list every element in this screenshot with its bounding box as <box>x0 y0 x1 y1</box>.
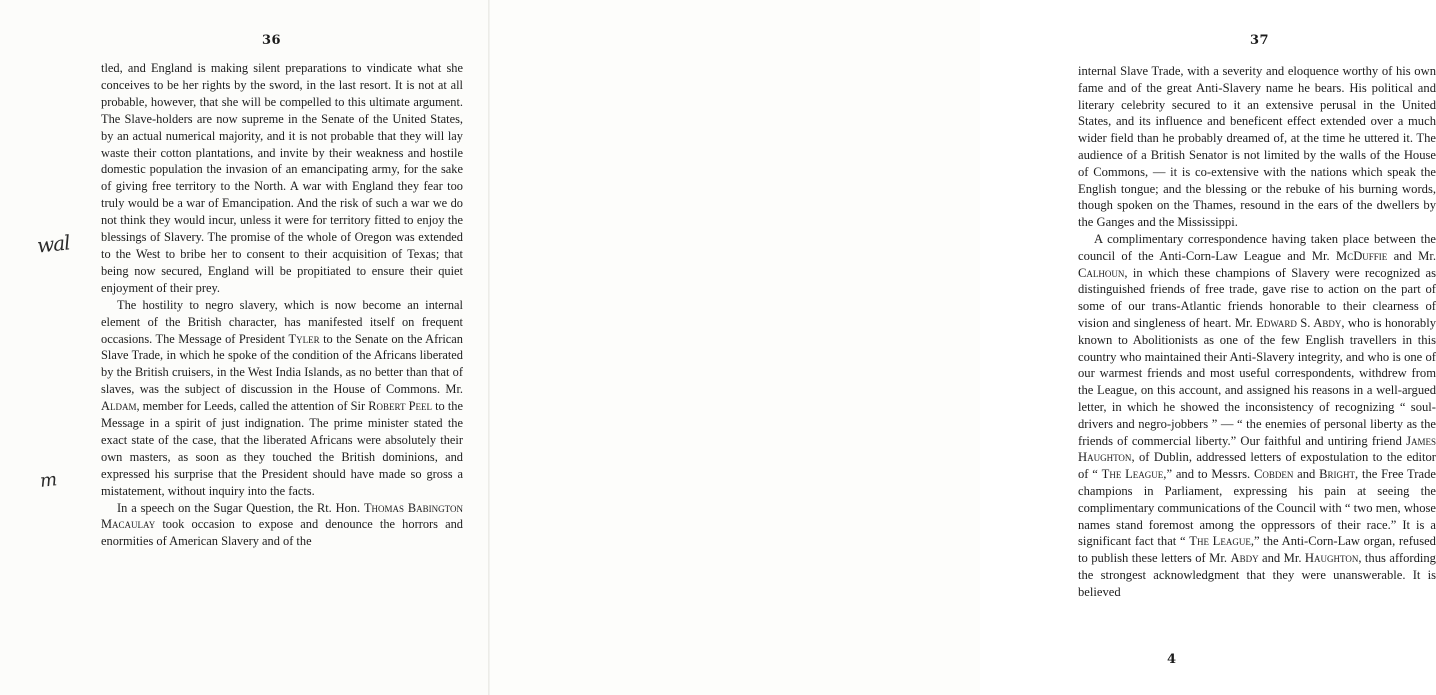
name-calhoun: Calhoun <box>1078 265 1125 280</box>
name-bright: Bright <box>1319 467 1356 482</box>
title-the-league: The League <box>1189 534 1251 549</box>
margin-annotation-m: m <box>38 469 59 492</box>
paragraph-internal-slave-trade: internal Slave Trade, with a severity and eloquence worthy of his own fame and of the great Anti-Slavery name he bears. His political and literary celebrity secured to it an extensive perusal in the United States, and its influence and beneficent effect extended over a much wider field than he probably dreamed of, at the time he uttered it. The audience of a British Senator is not limited by the walls of the House of Commons, — it is co-extensive with the nations which speak the English tongue; and the blessing or the rebuke of his burning words, though spoken on the Thames, resound in the ears of the dwellers by the Ganges and the Mississippi. <box>1078 64 1436 230</box>
signature-mark: 4 <box>1167 652 1177 667</box>
paragraph-hostility-to-slavery: The hostility to negro slavery, which is now become an internal element of the British character, has manifested itself on frequent occasions. The Message of President Tyler to the Senate on the African Slave Trade, in which he spoke of the condition of the Africans liberated by the British cruisers, in the West India Islands, as no better than that of slaves, was the subject of discussion in the House of Commons. Mr. Aldam, member for Leeds, called the attention of Sir Robert Peel to the Message in a spirit of just indignation. The prime minister stated the exact state of the case, that the liberated Africans were absolutely their own masters, as soon as they touched the British dominions, and expressed his surprise that the President should have made so gross a mistatement, without inquiry into the facts. <box>101 297 463 498</box>
name-macaulay: Thomas Babington Macaulay <box>101 500 463 532</box>
struck-word: internal <box>425 297 463 312</box>
right-page-number: 37 <box>1250 33 1270 48</box>
name-james-haughton: James Haughton <box>1078 433 1436 465</box>
margin-annotation-wal: wal <box>35 230 71 258</box>
left-page-number: 36 <box>262 33 282 48</box>
name-haughton: Haughton <box>1304 551 1359 566</box>
paragraph-sugar-question: In a speech on the Sugar Question, the Rt. Hon. Thomas Babington Macaulay took occasion to expose and denounce the horrors and enormities of American Slavery and of the <box>101 500 463 549</box>
name-cobden: Cobden <box>1253 467 1294 482</box>
right-page <box>490 0 1436 695</box>
name-abdy: Edward S. Abdy <box>1256 315 1342 330</box>
name-robert-peel: Robert Peel <box>368 399 432 414</box>
struck-word: war <box>186 196 205 211</box>
paragraph-war-with-england: tled, and England is making silent preparations to vindicate what she conceives to be her rights by the sword, in the last resort. It is not at all probable, however, that she will be compelled to this ultimate argument. The Slave-holders are now supreme in the Senate of the United States, by an actual numerical majority, and it is not probable that they will lay waste their cotton plantations, and invite by their weakness and hostile domestic population the invasion of an emancipating army, for the sake of giving free territory to the North. A war with England they fear too truly would be a war of Emancipation. And the risk of such a war we do not think they would incur, unless it were for territory fitted to enjoy the blessings of Slavery. The promise of the whole of Oregon was extended to the West to bribe her to consent to their acquisition of Texas; that being now secured, England will be propitiated to ensure their quiet enjoyment of their prey. <box>101 61 463 295</box>
name-aldam: Aldam <box>101 399 137 414</box>
name-tyler: Tyler <box>288 331 320 346</box>
left-page-text <box>101 60 463 550</box>
title-the-league: The League <box>1101 467 1164 482</box>
name-abdy: Abdy <box>1230 551 1259 566</box>
paragraph-complimentary-correspondence: A complimentary correspondence having taken place between the council of the Anti-Corn-Law League and Mr. McDuffie and Mr. Calhoun, in which these champions of Slavery were recognized as distinguished friends of free trade, gave rise to action on the part of some of our trans-Atlantic friends honorable to their clearness of vision and singleness of heart. Mr. Edward S. Abdy, who is honorably known to Abolitionists as one of the few English travellers in this country who maintained their Anti-Slavery integrity, and who is one of our warmest friends and most useful correspondents, withdrew from the League, on this account, and assigned his reasons in a well-argued letter, in which he showed the inconsistency of recognizing “ soul-drivers and negro-jobbers ” — “ the enemies of personal liberty as the friends of commercial liberty.” Our faithful and untiring friend James Haughton, of Dublin, addressed letters of expostulation to the editor of “ The League,” and to Messrs. Cobden and Bright, the Free Trade champions in Parliament, expressing his pain at seeing the complimentary communications of the Council with “ two men, whose names stand foremost among the oppressors of their race.” It is a significant fact that “ The League,” the Anti-Corn-Law organ, refused to publish these letters of Mr. Abdy and Mr. Haughton, thus affording the strongest acknowledgment that they were unanswerable. It is believed <box>1078 231 1436 599</box>
right-page-text <box>1078 63 1436 601</box>
left-page <box>0 0 490 695</box>
name-mcduffie: McDuffie <box>1336 248 1388 263</box>
